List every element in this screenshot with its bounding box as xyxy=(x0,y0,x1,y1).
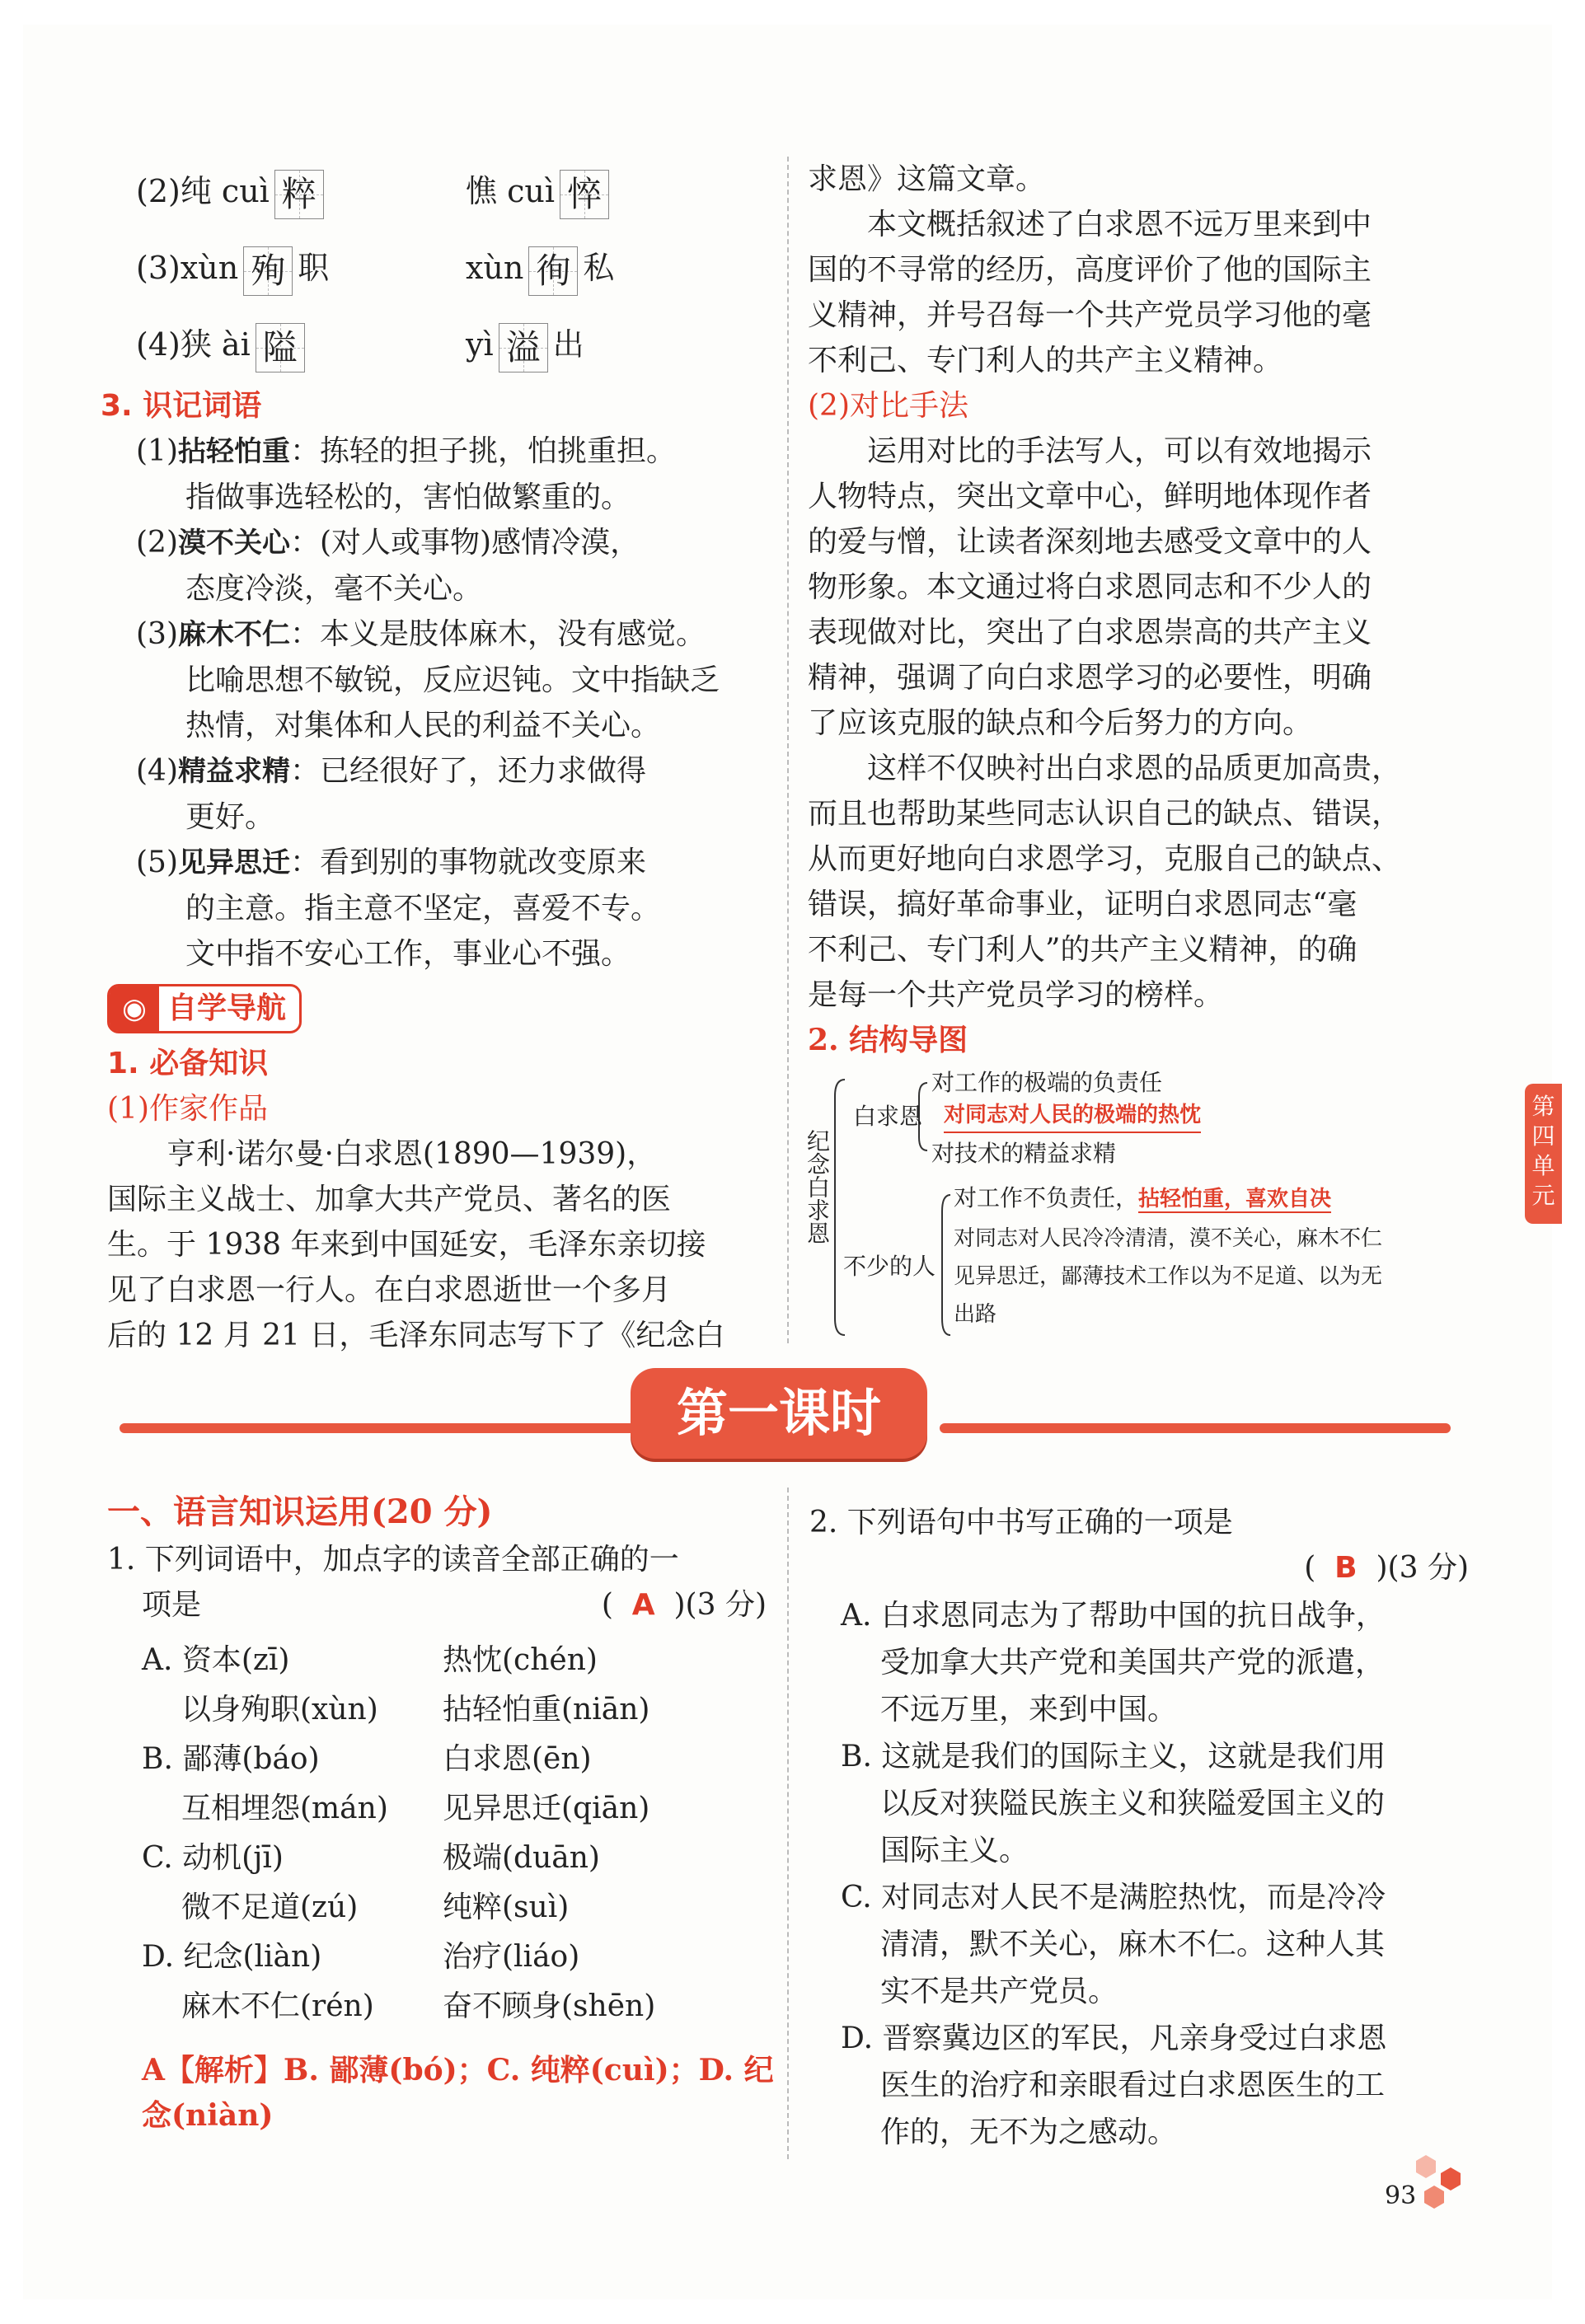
idiom-def: ：看到别的事物就改变原来 xyxy=(290,846,647,879)
q1-option-left: C. 动机(jī) xyxy=(142,1841,284,1875)
q2-option-line: 清清，默不关心，麻木不仁。这种人其 xyxy=(880,1928,1386,1961)
lesson-banner: 第一课时 xyxy=(631,1368,927,1459)
q1-option-left: 以身殉职(xùn) xyxy=(181,1693,378,1727)
q1-option-right: 拈轻怕重(niān) xyxy=(443,1693,650,1727)
idiom-def: ：已经很好了，还力求做得 xyxy=(290,754,647,788)
unit-side-tab: 第四单元 xyxy=(1525,1084,1562,1224)
q1-option-right: 见异思迁(qiān) xyxy=(443,1792,650,1825)
char-box: 徇 xyxy=(528,246,578,296)
para-line: 求恩》这篇文章。 xyxy=(808,162,1046,196)
q2-option-line: 不远万里，来到中国。 xyxy=(880,1693,1178,1727)
diagram-b1-item1: 对工作的极端的负责任 xyxy=(931,1069,1163,1096)
q2-option-line: 国际主义。 xyxy=(880,1834,1029,1867)
q1-option-right: 治疗(liáo) xyxy=(443,1940,580,1974)
para-line: 本文概括叙述了白求恩不远万里来到中 xyxy=(867,208,1372,241)
idiom-line: 态度冷淡，毫不关心。 xyxy=(185,572,483,606)
para-line: 见了白求恩一行人。在白求恩逝世一个多月 xyxy=(107,1273,672,1307)
root-bracket xyxy=(835,1080,845,1335)
para-line: 的爱与憎，让读者深刻地去感受文章中的人 xyxy=(808,525,1372,559)
char-row-2-right: 憔 cuì 悴 xyxy=(466,165,614,219)
para-line: 是每一个共产党员学习的榜样。 xyxy=(808,978,1224,1012)
para-line: 国际主义战士、加拿大共产党员、著名的医 xyxy=(107,1183,672,1216)
char-box: 溢 xyxy=(499,323,548,372)
q1-option-left: 微不足道(zú) xyxy=(181,1891,359,1924)
diagram-b1-item2: 对同志对人民的极端的热忱 xyxy=(944,1099,1201,1133)
para-line: 物形象。本文通过将白求恩同志和不少人的 xyxy=(808,570,1372,604)
q2-option-line: C. 对同志对人民不是满腔热忱，而是冷冷 xyxy=(841,1881,1386,1914)
idiom-def: ：拣轻的担子挑，怕挑重担。 xyxy=(290,434,677,468)
para-line: 不利己、专门利人的共产主义精神。 xyxy=(808,344,1283,377)
para-line: 表现做对比，突出了白求恩崇高的共产主义 xyxy=(808,616,1372,649)
para-line: 后的 12 月 21 日，毛泽东同志写下了《纪念白 xyxy=(107,1319,725,1352)
self-study-sub: (1)作家作品 xyxy=(107,1092,268,1126)
q2 xyxy=(809,1500,1469,1591)
page-number: 93 xyxy=(1385,2181,1417,2210)
q1-option-right: 奋不顾身(shēn) xyxy=(443,1989,656,2023)
idiom-term: 精益求精 xyxy=(178,755,290,788)
idiom-num: (5) xyxy=(136,846,178,879)
q1-option-left: B. 鄙薄(báo) xyxy=(142,1742,320,1776)
q2-options xyxy=(841,1592,1475,2156)
q2-answer-slot: ( B )(3 分) xyxy=(1304,1551,1469,1585)
idiom-num: (2) xyxy=(136,526,178,560)
para-line: 国的不寻常的经历，高度评价了他的国际主 xyxy=(808,253,1372,287)
idiom-item xyxy=(136,840,771,977)
q1-option-right: 白求恩(ēn) xyxy=(443,1742,592,1776)
q2-option xyxy=(841,2015,1475,2156)
self-study-heading: 1. 必备知识 xyxy=(107,1047,269,1080)
banner-line-left xyxy=(120,1423,647,1433)
idiom-line xyxy=(136,429,771,475)
q2-option-line: 医生的治疗和亲眼看过白求恩医生的工 xyxy=(880,2069,1386,2102)
q2-option-line: 实不是共产党员。 xyxy=(880,1975,1118,2008)
q1 xyxy=(107,1537,767,1628)
idiom-line: 更好。 xyxy=(185,800,275,834)
char-row-4: (4)狭 ài 隘 xyxy=(136,318,310,372)
q1-option-row xyxy=(142,1933,768,1982)
idiom-line xyxy=(136,520,771,566)
q1-answer-slot: ( A )(3 分) xyxy=(601,1588,767,1622)
idiom-term: 麻木不仁 xyxy=(178,618,290,651)
q2-stem: 2. 下列语句中书写正确的一项是 xyxy=(809,1506,1233,1539)
q1-option-row xyxy=(142,1735,768,1784)
right-sub-2: (2)对比手法 xyxy=(808,389,968,423)
q2-option xyxy=(841,1874,1475,2015)
diagram-b1-item3: 对技术的精益求精 xyxy=(931,1140,1117,1167)
q1-stem-line-2: 项是 ( A )(3 分) xyxy=(107,1582,767,1628)
q1-options xyxy=(142,1636,768,2031)
para-line: 精神，强调了向白求恩学习的必要性，明确 xyxy=(808,661,1372,695)
idiom-term: 漠不关心 xyxy=(178,527,290,560)
diagram-branch1: 白求恩 xyxy=(853,1103,923,1130)
diagram-branch2: 不少的人 xyxy=(843,1253,936,1280)
right-column xyxy=(808,157,1459,1063)
column-divider-top xyxy=(787,157,789,1343)
para-line: 从而更好地向白求恩学习，克服自己的缺点、 xyxy=(808,842,1402,876)
para-line: 而且也帮助某些同志认识自己的缺点、错误， xyxy=(808,797,1402,831)
q1-option-left: 麻木不仁(rén) xyxy=(181,1989,374,2023)
q2-option-line: B. 这就是我们的国际主义，这就是我们用 xyxy=(841,1740,1386,1773)
q1-option-right: 热忱(chén) xyxy=(443,1643,598,1677)
char-box: 悴 xyxy=(560,170,609,219)
idiom-line: 比喻思想不敏锐，反应迟钝。文中指缺乏 xyxy=(185,663,720,697)
q1-option-row xyxy=(142,1636,768,1685)
para-line: 运用对比的手法写人，可以有效地揭示 xyxy=(867,434,1372,468)
para-line: 亨利·诺尔曼·白求恩(1890—1939)， xyxy=(166,1137,657,1171)
q2-option-line: A. 白求恩同志为了帮助中国的抗日战争， xyxy=(841,1599,1386,1633)
q1-option-left: A. 资本(zī) xyxy=(142,1643,290,1677)
q1-option-row xyxy=(142,1883,768,1933)
self-study-paragraph xyxy=(107,1132,767,1358)
q1-option-row xyxy=(142,1685,768,1735)
q1-option-right: 纯粹(suì) xyxy=(443,1891,570,1924)
para-line: 这样不仅映衬出白求恩的品质更加高贵， xyxy=(867,752,1402,785)
q1-option-left: D. 纪念(liàn) xyxy=(142,1940,322,1974)
column-divider-bottom xyxy=(787,1488,789,2159)
idiom-num: (3) xyxy=(136,617,178,651)
telescope-icon: ◉ xyxy=(110,986,159,1031)
q1-stem-line: 1. 下列词语中，加点字的读音全部正确的一 xyxy=(107,1543,679,1577)
q1-option-row xyxy=(142,1982,768,2031)
right-paragraph-4 xyxy=(808,746,1459,1018)
right-paragraph-2 xyxy=(808,202,1459,383)
idiom-term: 拈轻怕重 xyxy=(178,435,290,468)
diagram-b2-item1: 对工作不负责任，拈轻怕重，喜欢自决 xyxy=(954,1184,1332,1211)
char-row-4-right: yì 溢 出 xyxy=(466,318,584,372)
self-study-badge: ◉ 自学导航 xyxy=(107,984,302,1033)
idiom-item xyxy=(136,748,771,840)
idiom-line: 指做事选轻松的，害怕做繁重的。 xyxy=(185,480,631,514)
q2-option-line: 受加拿大共产党和美国共产党的派遣， xyxy=(880,1646,1386,1680)
q1-option-row xyxy=(142,1784,768,1834)
q1-option-row xyxy=(142,1834,768,1883)
char-box: 隘 xyxy=(256,323,305,372)
idiom-item xyxy=(136,611,771,748)
idioms-list xyxy=(136,429,771,977)
structure-diagram xyxy=(804,1071,1471,1352)
q2-option-line: 以反对狭隘民族主义和狭隘爱国主义的 xyxy=(880,1787,1386,1820)
char-box: 粹 xyxy=(274,170,324,219)
q2-option xyxy=(841,1592,1475,1733)
idiom-item xyxy=(136,429,771,520)
idiom-line xyxy=(136,748,771,794)
q1-analysis xyxy=(142,2048,776,2139)
branch2-bracket xyxy=(942,1195,950,1335)
idiom-line: 文中指不安心工作，事业心不强。 xyxy=(185,937,631,971)
analysis-line: A【解析】B. 鄙薄(bó)；C. 纯粹(cuì)；D. 纪 xyxy=(142,2053,774,2087)
idiom-line: 的主意。指主意不坚定，喜爱不专。 xyxy=(185,892,661,925)
idiom-term: 见异思迁 xyxy=(178,846,290,879)
idiom-line xyxy=(136,611,771,658)
q1-option-right: 极端(duān) xyxy=(443,1841,600,1875)
para-line: 人物特点，突出文章中心，鲜明地体现作者 xyxy=(808,480,1372,513)
idiom-num: (1) xyxy=(136,434,178,468)
para-line: 不利己、专门利人”的共产主义精神，的确 xyxy=(808,933,1358,967)
banner-line-right xyxy=(940,1423,1451,1433)
idiom-num: (4) xyxy=(136,754,178,788)
char-box: 殉 xyxy=(243,246,293,296)
q2-option-line: 作的，无不为之感动。 xyxy=(880,2115,1178,2149)
analysis-line: 念(niàn) xyxy=(142,2098,274,2133)
char-row-3-right: xùn 徇 私 xyxy=(466,241,614,296)
para-line: 义精神，并号召每一个共产党员学习他的毫 xyxy=(808,298,1372,332)
para-line: 错误，搞好革命事业，证明白求恩同志“毫 xyxy=(808,888,1358,921)
para-line: 生。于 1938 年来到中国延安，毛泽东亲切接 xyxy=(107,1228,706,1262)
idiom-item xyxy=(136,520,771,611)
right-paragraph-3 xyxy=(808,429,1459,746)
idioms-title: 3. 识记词语 xyxy=(101,389,262,423)
q2-option-line: D. 晋察冀边区的军民，凡亲身受过白求恩 xyxy=(841,2022,1387,2055)
right-heading-2: 2. 结构导图 xyxy=(808,1023,968,1057)
idiom-line xyxy=(136,840,771,886)
q1-option-left: 互相埋怨(mán) xyxy=(181,1792,388,1825)
idiom-def: ：本义是肢体麻木，没有感觉。 xyxy=(290,617,706,651)
para-line: 了应该克服的缺点和今后努力的方向。 xyxy=(808,706,1313,740)
idiom-def: ：(对人或事物)感情冷漠， xyxy=(290,526,640,560)
q2-option xyxy=(841,1733,1475,1874)
diagram-root: 纪念白求恩 xyxy=(804,1129,831,1244)
diagram-b2-item2: 对同志对人民冷冷清清，漠不关心，麻木不仁 见异思迁，鄙薄技术工作以为不足道、以为无 出路 xyxy=(954,1226,1383,1327)
char-row-3: (3)xùn 殉 职 xyxy=(136,241,329,296)
char-row-2: (2)纯 cuì 粹 xyxy=(136,165,329,219)
idiom-line: 热情，对集体和人民的利益不关心。 xyxy=(185,709,661,743)
section1-title: 一、语言知识运用(20 分) xyxy=(107,1492,493,1531)
